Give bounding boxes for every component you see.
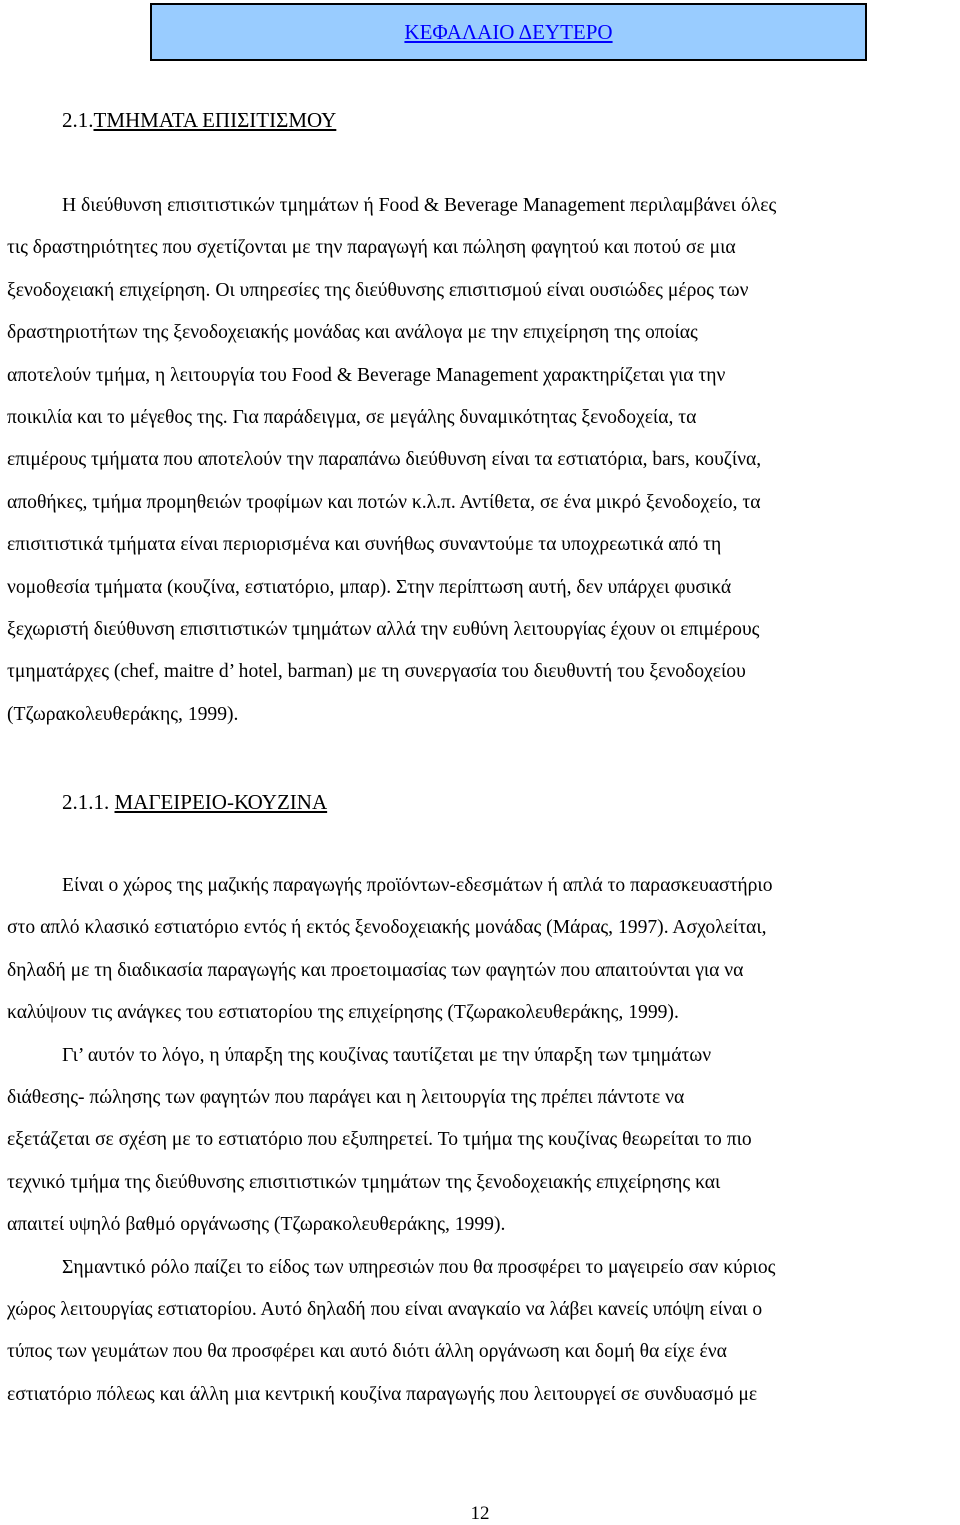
text-line: Σημαντικό ρόλο παίζει το είδος των υπηρεσιών που θα προσφέρει το μαγειρείο σαν κύριος [62, 1256, 776, 1278]
text-line: στο απλό κλασικό εστιατόριο εντός ή εκτός ξενοδοχειακής μονάδας (Μάρας, 1997). Ασχολείται, [7, 917, 767, 939]
text-line: τις δραστηριότητες που σχετίζονται με την παραγωγή και πώληση φαγητού και ποτού σε μια [7, 237, 736, 259]
text-line: εξετάζεται σε σχέση με το εστιατόριο που εξυπηρετεί. Το τμήμα της κουζίνας θεωρείται το πιο [7, 1129, 752, 1151]
subsection-number: 2.1.1. [62, 790, 110, 814]
text-line: διάθεσης- πώλησης των φαγητών που παράγει και η λειτουργία της πρέπει πάντοτε να [7, 1087, 685, 1108]
text-line: (Τζωρακολευθεράκης, 1999). [7, 703, 239, 725]
text-line: τύπος των γευμάτων που θα προσφέρει και αυτό διότι άλλη οργάνωση και δομή θα είχε ένα [7, 1341, 727, 1363]
subsection-title: ΜΑΓΕΙΡΕΙΟ-ΚΟΥΖΙΝΑ [114, 790, 328, 814]
text-line: καλύψουν τις ανάγκες του εστιατορίου της επιχείρησης (Τζωρακολευθεράκης, 1999). [7, 1002, 679, 1024]
text-line: τμηματάρχες (chef, maitre d’ hotel, barman) με τη συνεργασία του διευθυντή του ξενοδοχείου [7, 661, 746, 683]
text-line: νομοθεσία τμήματα (κουζίνα, εστιατόριο, μπαρ). Στην περίπτωση αυτή, δεν υπάρχει φυσικά [7, 576, 732, 598]
text-line: επιμέρους τμήματα που αποτελούν την παραπάνω διεύθυνση είναι τα εστιατόρια, bars, κουζίνα, [7, 449, 762, 471]
text-line: Η διεύθυνση επισιτιστικών τμημάτων ή Food & Beverage Management περιλαμβάνει όλες [62, 195, 777, 216]
text-line: ξενοδοχειακή επιχείρηση. Οι υπηρεσίες της διεύθυνσης επισιτισμού είναι ουσιώδες μέρος των [7, 279, 749, 301]
section-number: 2.1. [62, 108, 94, 132]
text-line: Είναι ο χώρος της μαζικής παραγωγής προϊόντων-εδεσμάτων ή απλά το παρασκευαστήριο [62, 875, 773, 896]
text-line: αποθήκες, τμήμα προμηθειών τροφίμων και ποτών κ.λ.π. Αντίθετα, σε ένα μικρό ξενοδοχείο, τα [7, 491, 761, 513]
text-line: απαιτεί υψηλό βαθμό οργάνωσης (Τζωρακολευθεράκης, 1999). [7, 1214, 506, 1236]
text-line: επισιτιστικά τμήματα είναι περιορισμένα και συνήθως συναντούμε τα υποχρεωτικά από τη [7, 534, 722, 556]
text-line: εστιατόριο πόλεως και άλλη μια κεντρική κουζίνα παραγωγής που λειτουργεί σε συνδυασμό με [7, 1383, 758, 1405]
subsection-heading [62, 790, 327, 815]
text-line: ποικιλία και το μέγεθος της. Για παράδειγμα, σε μεγάλης δυναμικότητας ξενοδοχεία, τα [7, 407, 697, 428]
text-line: τεχνικό τμήμα της διεύθυνσης επισιτιστικών τμημάτων της ξενοδοχειακής επιχείρησης και [7, 1171, 721, 1193]
text-line: χώρος λειτουργίας εστιατορίου. Αυτό δηλαδή που είναι αναγκαίο να λάβει κανείς υπόψη είναι ο [7, 1299, 763, 1320]
text-line: δηλαδή με τη διαδικασία παραγωγής και προετοιμασίας των φαγητών που απαιτούνται για να [7, 959, 744, 981]
text-line: Γι’ αυτόν το λόγο, η ύπαρξη της κουζίνας ταυτίζεται με την ύπαρξη των τμημάτων [62, 1044, 712, 1066]
chapter-title-box [150, 3, 867, 61]
text-line: ξεχωριστή διεύθυνση επισιτιστικών τμημάτων αλλά την ευθύνη λειτουργίας έχουν οι επιμέρους [7, 619, 760, 640]
chapter-title: ΚΕΦΑΛΑΙΟ ΔΕΥΤΕΡΟ [404, 19, 613, 44]
section-heading [62, 108, 336, 133]
text-line: δραστηριοτήτων της ξενοδοχειακής μονάδας και ανάλογα με την επιχείρηση της οποίας [7, 322, 698, 344]
section-title: ΤΜΗΜΑΤΑ ΕΠΙΣΙΤΙΣΜΟΥ [93, 108, 337, 132]
page-number: 12 [470, 1503, 490, 1524]
text-line: αποτελούν τμήμα, η λειτουργία του Food & Beverage Management χαρακτηρίζεται για την [7, 364, 726, 386]
